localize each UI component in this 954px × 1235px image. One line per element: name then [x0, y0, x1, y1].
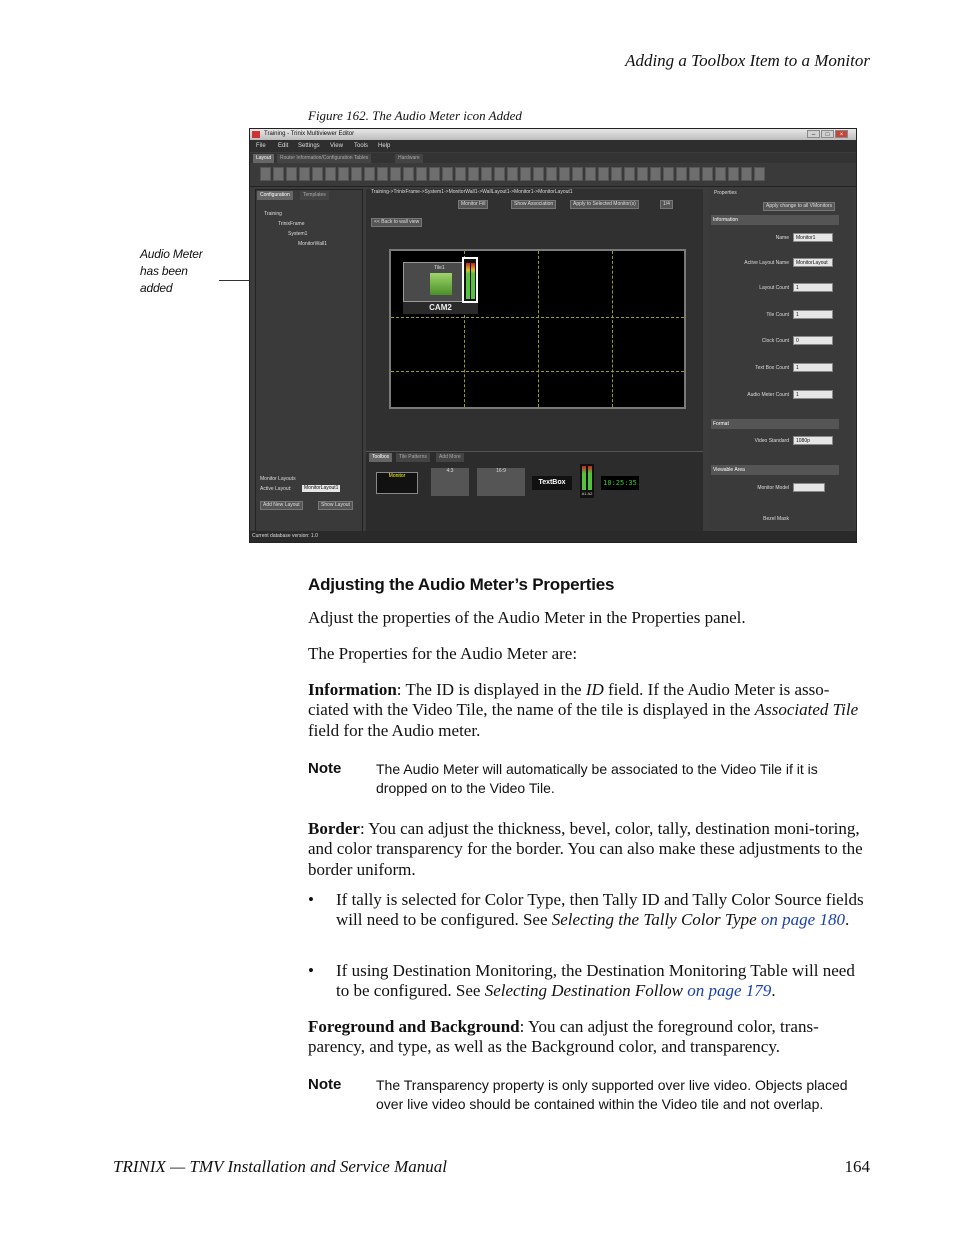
term-information: Information: [308, 680, 397, 699]
toolbar-button[interactable]: [728, 167, 739, 181]
toolbar-button[interactable]: [403, 167, 414, 181]
apply-selected-monitors-button[interactable]: Apply to Selected Monitor(s): [570, 200, 639, 209]
active-layout-label: Active Layout:: [260, 486, 292, 492]
tile-label: Tile1: [434, 265, 445, 271]
toolbar-button[interactable]: [494, 167, 505, 181]
grid-line: [538, 251, 539, 407]
toolbar-button[interactable]: [637, 167, 648, 181]
window-titlebar: [250, 129, 856, 140]
paragraph-information: Information: The ID is displayed in the ID field. If the Audio Meter is asso-ciated with the Video Tile, the name of the tile is displayed in the Associated Tile field for the Audio meter.: [308, 680, 859, 740]
toolbar-button[interactable]: [676, 167, 687, 181]
toolbar-button[interactable]: [364, 167, 375, 181]
prop-value-name[interactable]: Monitor1: [793, 233, 833, 242]
meter-bar-left: [582, 466, 586, 490]
window-title: Training - Trinix Multiviewer Editor: [264, 131, 355, 137]
section-information[interactable]: Information: [711, 215, 839, 225]
section-format[interactable]: Format: [711, 419, 839, 429]
callout-line-2: has been: [140, 264, 188, 278]
prop-label-tile-count: Tile Count: [766, 312, 789, 318]
meter-bar-right: [471, 263, 475, 299]
callout-line-3: added: [140, 281, 173, 295]
toolbar-button[interactable]: [598, 167, 609, 181]
prop-label-active-layout: Active Layout Name: [744, 260, 789, 266]
footer-manual-title: TRINIX — TMV Installation and Service Manual: [113, 1157, 447, 1176]
properties-panel: [709, 189, 853, 529]
toolbox-panel: [366, 451, 703, 540]
tab-router-info[interactable]: Router Information/Configuration Tables: [277, 154, 371, 163]
tree-node-training[interactable]: Training: [264, 211, 282, 217]
toolbar-button[interactable]: [715, 167, 726, 181]
toolbar-button[interactable]: [442, 167, 453, 181]
apply-all-vmonitors-button[interactable]: Apply change to all VMonitors: [763, 202, 835, 211]
toolbar-button[interactable]: [507, 167, 518, 181]
prop-label-audio-meter-count: Audio Meter Count: [747, 392, 789, 398]
prop-value-tile-count[interactable]: 1: [793, 310, 833, 319]
close-button[interactable]: ×: [835, 130, 848, 138]
add-new-layout-button[interactable]: Add New Layout: [260, 501, 303, 510]
menu-file[interactable]: File: [256, 143, 266, 149]
meter-bar-left: [466, 263, 470, 299]
toolbar-button[interactable]: [533, 167, 544, 181]
tab-toolbox[interactable]: Toolbox: [369, 453, 392, 462]
note-label: Note: [308, 1076, 342, 1093]
menu-bar: [250, 140, 856, 152]
status-bar: Current database version: 1.0: [250, 531, 856, 542]
tab-add-more[interactable]: Add More: [436, 453, 464, 462]
back-to-wall-button[interactable]: << Back to wall view: [371, 218, 422, 227]
video-standard-select[interactable]: 1080p: [793, 436, 833, 445]
toolbar-button[interactable]: [312, 167, 323, 181]
toolbar-button[interactable]: [338, 167, 349, 181]
tab-hardware[interactable]: Hardware: [395, 154, 423, 163]
layout-canvas-area: [366, 189, 703, 539]
audio-meter[interactable]: [462, 257, 478, 303]
toolbar-button[interactable]: [754, 167, 765, 181]
toolbar-button[interactable]: [650, 167, 661, 181]
editor-screenshot: [249, 128, 857, 543]
toolbox-clock-item[interactable]: 10:25:35: [601, 476, 639, 490]
toolbar-button[interactable]: [351, 167, 362, 181]
prop-value-active-layout[interactable]: MonitorLayout: [793, 258, 833, 267]
prop-label-monitor-model: Monitor Model: [757, 485, 789, 491]
toolbox-monitor-item[interactable]: Monitor: [376, 472, 418, 494]
properties-title: Properties: [714, 190, 737, 196]
tab-layout[interactable]: Layout: [253, 154, 274, 163]
left-panel: [255, 189, 363, 539]
breadcrumb: Training->TrinixFrame->System1->MonitorWall1->WallLayout1->Monitor1->MonitorLayout1: [371, 189, 573, 195]
toolbar-button[interactable]: [689, 167, 700, 181]
note-text: The Transparency property is only supported over live video. Objects placed over live video should be contained within the Video tile and not overlap.: [376, 1077, 848, 1112]
toolbox-textbox-item[interactable]: TextBox: [532, 476, 572, 490]
toolbar-button[interactable]: [260, 167, 271, 181]
toolbar-button[interactable]: [520, 167, 531, 181]
active-layout-select[interactable]: MonitorLayout1: [304, 485, 339, 491]
minimize-button[interactable]: –: [807, 130, 820, 138]
tile-thumbnail-icon: [430, 273, 452, 295]
toolbar-button[interactable]: [468, 167, 479, 181]
toolbar-button[interactable]: [429, 167, 440, 181]
prop-label-name: Name: [775, 235, 789, 241]
figure-caption: Figure 162. The Audio Meter icon Added: [308, 108, 522, 123]
prop-value-textbox-count[interactable]: 1: [793, 363, 833, 372]
section-viewable-area[interactable]: Viewable Area: [711, 465, 839, 475]
toolbar-button[interactable]: [390, 167, 401, 181]
toolbar-button[interactable]: [416, 167, 427, 181]
app-icon: [252, 131, 260, 138]
running-header: Adding a Toolbox Item to a Monitor: [625, 51, 870, 70]
toolbox-tile-169[interactable]: 16:9: [477, 468, 525, 496]
toolbox-tile-43[interactable]: 4:3: [431, 468, 469, 496]
note-text: The Audio Meter will automatically be associated to the Video Tile if it is dropped on to the Video Tile.: [376, 761, 818, 796]
prop-label-bezel-mask: Bezel Mask: [763, 516, 789, 522]
meter-bar-right: [588, 466, 592, 490]
tree-node-trinixframe[interactable]: TrinixFrame: [278, 221, 305, 227]
tree-node-system1[interactable]: System1: [288, 231, 308, 237]
link-page-179[interactable]: on page 179: [683, 981, 772, 1001]
link-page-180[interactable]: on page 180: [756, 910, 845, 930]
prop-label-layout-count: Layout Count: [759, 285, 789, 291]
tree-node-monitorwall1[interactable]: MonitorWall1: [298, 241, 327, 247]
toolbar-button[interactable]: [546, 167, 557, 181]
menu-help[interactable]: Help: [378, 143, 391, 149]
prop-value-layout-count[interactable]: 1: [793, 283, 833, 292]
prop-label-clock-count: Clock Count: [761, 338, 789, 344]
toolbar: [250, 164, 856, 187]
monitor-fill-select[interactable]: Monitor Fill: [458, 200, 488, 209]
term-foreground-background: Foreground and Background: [308, 1017, 520, 1036]
paragraph-properties-intro: The Properties for the Audio Meter are:: [308, 644, 578, 663]
prop-label-video-standard: Video Standard: [754, 438, 789, 444]
toolbar-button[interactable]: [286, 167, 297, 181]
toolbar-button[interactable]: [299, 167, 310, 181]
toolbar-button[interactable]: [377, 167, 388, 181]
toolbar-button[interactable]: [559, 167, 570, 181]
section-heading: Adjusting the Audio Meter’s Properties: [308, 575, 615, 594]
prop-value-clock-count[interactable]: 0: [793, 336, 833, 345]
toolbar-button[interactable]: [585, 167, 596, 181]
callout-line-1: Audio Meter: [140, 247, 203, 261]
toolbar-button[interactable]: [702, 167, 713, 181]
figure-callout: [140, 246, 230, 297]
monitor-model-field[interactable]: [793, 483, 825, 492]
grid-line: [612, 251, 613, 407]
main-tabs: [250, 153, 856, 163]
menu-settings[interactable]: Settings: [298, 143, 320, 149]
prop-value-audio-meter-count[interactable]: 1: [793, 390, 833, 399]
tab-templates[interactable]: Templates: [300, 191, 329, 200]
toolbar-button[interactable]: [325, 167, 336, 181]
note-label: Note: [308, 760, 342, 777]
menu-edit[interactable]: Edit: [278, 143, 289, 149]
toolbox-audio-meter-item[interactable]: [580, 464, 594, 498]
paragraph-adjust: Adjust the properties of the Audio Meter in the Properties panel.: [308, 608, 746, 627]
toolbar-button[interactable]: [741, 167, 752, 181]
tab-configuration[interactable]: Configuration: [257, 191, 293, 200]
paragraph-border: Border: You can adjust the thickness, bevel, color, tally, destination moni-toring, and color transparency for the border. You can also make these adjustments to the border uniform.: [308, 819, 863, 879]
toolbar-button[interactable]: [455, 167, 466, 181]
menu-tools[interactable]: Tools: [354, 143, 369, 149]
paragraph-foreground-background: Foreground and Background: You can adjust the foreground color, trans-parency, and type, as well as the Background color, and transparency.: [308, 1017, 819, 1057]
term-border: Border: [308, 819, 360, 838]
tab-tile-patterns[interactable]: Tile Patterns: [396, 453, 430, 462]
show-association-button[interactable]: Show Association: [511, 200, 556, 209]
toolbar-button[interactable]: [611, 167, 622, 181]
toolbar-button[interactable]: [273, 167, 284, 181]
maximize-button[interactable]: □: [821, 130, 834, 138]
menu-view[interactable]: View: [330, 143, 343, 149]
prop-label-textbox-count: Text Box Count: [755, 365, 789, 371]
tile-name-bar: CAM2: [403, 302, 478, 314]
toolbar-button[interactable]: [663, 167, 674, 181]
show-layout-button[interactable]: Show Layout: [318, 501, 353, 510]
page-ratio-select[interactable]: 1/4: [660, 200, 673, 209]
meter-channels: A1 A2: [581, 491, 593, 496]
page-number: 164: [844, 1157, 870, 1176]
toolbar-button[interactable]: [624, 167, 635, 181]
monitor-layouts-title: Monitor Layouts: [260, 476, 296, 482]
toolbar-button[interactable]: [572, 167, 583, 181]
toolbar-button[interactable]: [481, 167, 492, 181]
